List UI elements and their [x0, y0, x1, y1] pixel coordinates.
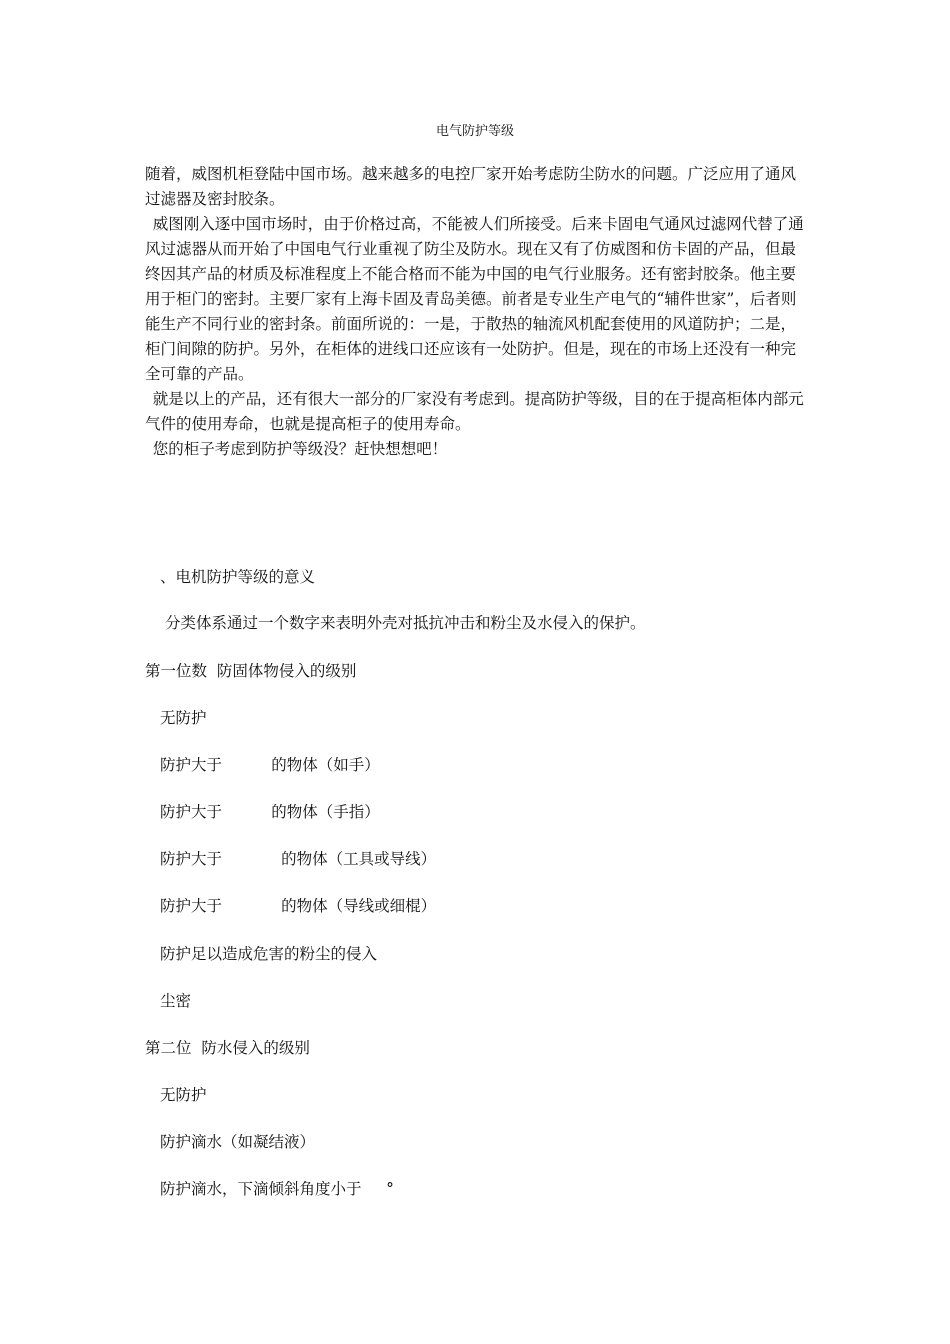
- page-title: 电气防护等级: [435, 124, 514, 139]
- list-item: 尘密: [160, 992, 192, 1010]
- list-item: 防护滴水（如凝结液）: [160, 1133, 316, 1151]
- first-digit-heading: 第一位数 防固体物侵入的级别: [145, 662, 357, 680]
- list-item: 防护大于 的物体（手指）: [160, 803, 380, 821]
- list-item: 防护大于 的物体（导线或细棍）: [160, 897, 437, 915]
- section-heading: 、电机防护等级的意义: [160, 568, 316, 586]
- intro-text: [145, 162, 810, 462]
- list-item: 无防护: [160, 1086, 207, 1104]
- section-description: 分类体系通过一个数字来表明外壳对抵抗冲击和粉尘及水侵入的保护。: [165, 614, 646, 632]
- list-item: 防护大于 的物体（如手）: [160, 756, 380, 774]
- list-item: 防护滴水，下滴倾斜角度小于 °: [160, 1180, 394, 1198]
- intro-paragraph: 威图刚入逐中国市场时，由于价格过高，不能被人们所接受。后来卡固电气通风过滤网代替了通风过滤器从而开始了中国电气行业重视了防尘及防水。现在又有了仿威图和仿卡固的产品，但最终因其产品的材质及标准程度上不能合格而不能为中国的电气行业服务。还有密封胶条。他主要用于柜门的密封。主要厂家有上海卡固及青岛美德。前者是专业生产电气的“辅件世家”，后者则能生产不同行业的密封条。前面所说的：一是，于散热的轴流风机配套使用的风道防护；二是，柜门间隙的防护。另外，在柜体的进线口还应该有一处防护。但是，现在的市场上还没有一种完全可靠的产品。: [145, 215, 804, 383]
- intro-paragraph: 您的柜子考虑到防护等级没？赶快想想吧！: [152, 440, 448, 458]
- list-item: 无防护: [160, 709, 207, 727]
- second-digit-heading: 第二位 防水侵入的级别: [145, 1039, 310, 1057]
- list-item: 防护足以造成危害的粉尘的侵入: [160, 945, 378, 963]
- intro-paragraph: 就是以上的产品，还有很大一部分的厂家没有考虑到。提高防护等级，目的在于提高柜体内部元气件的使用寿命，也就是提高柜子的使用寿命。: [145, 390, 804, 433]
- list-item: 防护大于 的物体（工具或导线）: [160, 850, 437, 868]
- intro-paragraph: 随着，威图机柜登陆中国市场。越来越多的电控厂家开始考虑防尘防水的问题。广泛应用了通风过滤器及密封胶条。: [145, 165, 797, 208]
